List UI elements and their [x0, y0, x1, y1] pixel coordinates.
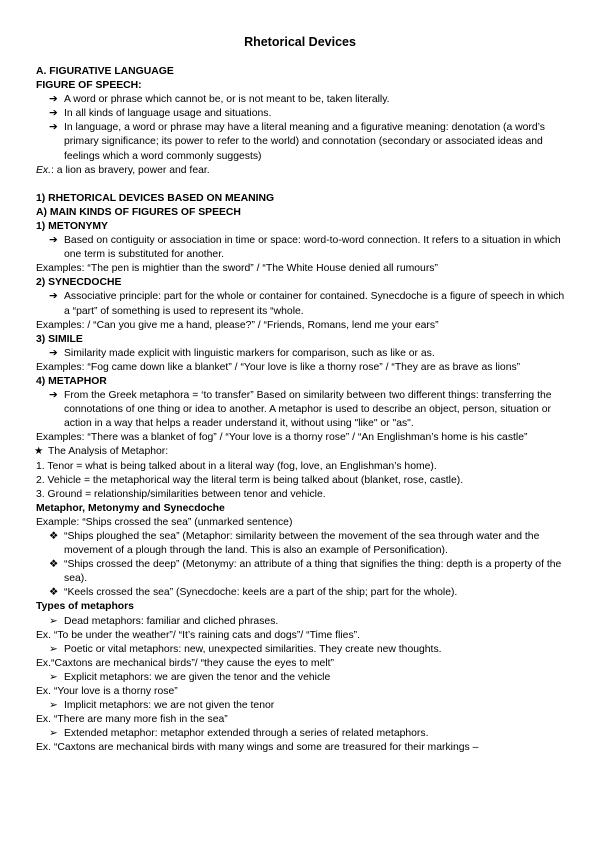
- list-item: ❖ “Ships crossed the deep” (Metonymy: an attribute of a thing that signifies the thing: depth is a property of the sea).: [49, 559, 562, 585]
- arrow-icon: ➔: [49, 291, 58, 303]
- arrow-icon: ➔: [49, 347, 58, 359]
- arrow-icon: ➔: [49, 108, 58, 120]
- example-line: Example: “Ships crossed the sea” (unmarked sentence): [36, 516, 293, 528]
- example-line: Ex.: a lion as bravery, power and fear.: [36, 164, 210, 176]
- list-item: 1. Tenor = what is being talked about in a literal way (fog, love, an Englishman’s home).: [36, 460, 437, 472]
- diamond-icon: ❖: [49, 587, 59, 599]
- figure-of-speech-heading: FIGURE OF SPEECH:: [36, 80, 142, 92]
- diamond-icon: ❖: [49, 559, 59, 571]
- section-1a-heading: A) MAIN KINDS OF FIGURES OF SPEECH: [36, 206, 241, 218]
- example-line: Ex.“Caxtons are mechanical birds”/ “they cause the eyes to melt”: [36, 657, 334, 669]
- list-item: ➢ Dead metaphors: familiar and cliched phrases.: [36, 615, 566, 629]
- list-item: ➔ In all kinds of language usage and situations.: [36, 107, 566, 121]
- list-item: ❖ “Ships ploughed the sea” (Metaphor: similarity between the movement of the sea through water and the movement of a plough through the land. This is also an example of Personification).: [49, 531, 540, 557]
- chevron-right-icon: ➢: [49, 671, 58, 683]
- metonymy-heading: 1) METONYMY: [36, 220, 108, 232]
- synecdoche-heading: 2) SYNECDOCHE: [36, 277, 122, 289]
- chevron-right-icon: ➢: [49, 700, 58, 712]
- types-heading: Types of metaphors: [36, 601, 134, 613]
- arrow-icon: ➔: [49, 235, 58, 247]
- list-item: 2. Vehicle = the metaphorical way the literal term is being talked about (blanket, rose, castle).: [36, 474, 464, 486]
- example-line: Examples: “The pen is mightier than the sword” / “The White House denied all rumours”: [36, 263, 438, 275]
- metaphor-heading: 4) METAPHOR: [36, 375, 107, 387]
- star-icon: ★: [34, 446, 44, 458]
- document-body: [36, 65, 566, 756]
- list-item: ➔ A word or phrase which cannot be, or is not meant to be, taken literally.: [36, 93, 566, 107]
- page-title: Rhetorical Devices: [244, 35, 356, 49]
- list-item: ➔ Similarity made explicit with linguistic markers for comparison, such as like or as.: [36, 347, 566, 361]
- example-line: Examples: “There was a blanket of fog” / “Your love is a thorny rose” / “An Englishman’s home is his castle”: [36, 432, 528, 444]
- arrow-icon: ➔: [49, 94, 58, 106]
- section-1-heading: 1) RHETORICAL DEVICES BASED ON MEANING: [36, 192, 275, 204]
- example-line: Examples: “Fog came down like a blanket” / “Your love is like a thorny rose” / “They are as brave as lions”: [36, 361, 521, 373]
- simile-heading: 3) SIMILE: [36, 333, 83, 345]
- example-line: Ex. “Caxtons are mechanical birds with many wings and some are treasured for their markings –: [36, 742, 479, 754]
- example-line: Ex. “Your love is a thorny rose”: [36, 686, 178, 698]
- section-a-heading: A. FIGURATIVE LANGUAGE: [36, 66, 174, 77]
- list-item: ➢ Explicit metaphors: we are given the tenor and the vehicle: [36, 671, 566, 685]
- analysis-heading: ★ The Analysis of Metaphor:: [36, 445, 566, 459]
- example-line: Examples: / “Can you give me a hand, please?” / “Friends, Romans, lend me your ears”: [36, 319, 439, 331]
- list-item: ➔ From the Greek metaphora = ‘to transfer” Based on similarity between two different things: transferring the connotations of one thing or idea to another. A metaphor is used to describe an object, person, situation or action in a way that helps a reader understand it, without using "like" or "as".: [49, 390, 552, 430]
- list-item: 3. Ground = relationship/similarities between tenor and vehicle.: [36, 488, 326, 500]
- list-item: ➢ Extended metaphor: metaphor extended through a series of related metaphors.: [36, 727, 566, 741]
- list-item: ➢ Implicit metaphors: we are not given the tenor: [36, 699, 566, 713]
- example-line: Ex. “To be under the weather”/ “It’s raining cats and dogs”/ “Time flies”.: [36, 629, 360, 641]
- list-item: ➔ In language, a word or phrase may have a literal meaning and a figurative meaning: denotation (a word’s primary significance; its power to refer to the world) and connotation (secondary or associated ideas and feelings which a word commonly suggests): [49, 122, 545, 162]
- chevron-right-icon: ➢: [49, 728, 58, 740]
- arrow-icon: ➔: [49, 390, 58, 402]
- list-item: ➔ Associative principle: part for the whole or container for contained. Synecdoche is a figure of speech in which a “part” of something is used to represent its “whole.: [49, 291, 565, 317]
- example-line: Ex. “There are many more fish in the sea”: [36, 714, 228, 726]
- diamond-icon: ❖: [49, 531, 59, 542]
- arrow-icon: ➔: [49, 122, 58, 134]
- chevron-right-icon: ➢: [49, 643, 58, 655]
- list-item: ➔ Based on contiguity or association in time or space: word-to-word connection. It refers to a situation in which one term is substituted for another.: [49, 235, 561, 261]
- list-item: ➢ Poetic or vital metaphors: new, unexpected similarities. They create new thoughts.: [36, 643, 566, 657]
- chevron-right-icon: ➢: [49, 615, 58, 627]
- mms-heading: Metaphor, Metonymy and Synecdoche: [36, 502, 225, 514]
- list-item: ❖ “Keels crossed the sea” (Synecdoche: keels are a part of the ship; part for the whole).: [36, 586, 566, 600]
